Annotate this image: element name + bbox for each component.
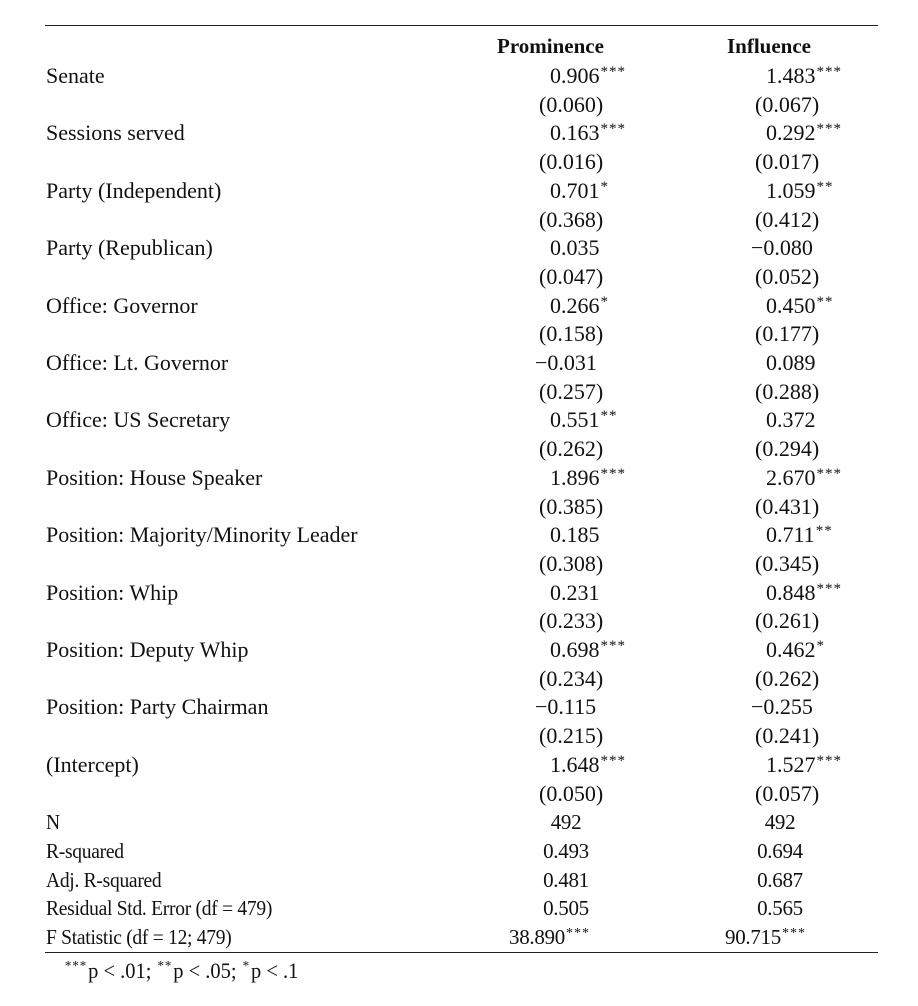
table-row-se: [0, 91, 918, 119]
influence-stat: 90.715***: [725, 925, 806, 949]
influence-coef: 1.527***: [766, 751, 842, 777]
prominence-coef: 0.185: [550, 522, 600, 548]
stat-row: [0, 894, 918, 922]
footnote-stars-1: *: [242, 959, 251, 974]
row-label: Position: Majority/Minority Leader: [46, 522, 358, 548]
influence-se: (0.052): [755, 263, 820, 289]
influence-se: (0.431): [755, 493, 820, 519]
influence-coef: 0.848***: [766, 579, 842, 605]
prominence-coef: 0.551**: [550, 407, 618, 433]
influence-stat: 0.694: [757, 838, 803, 863]
prominence-se: (0.050): [539, 780, 604, 806]
influence-coef: 2.670***: [766, 464, 842, 490]
prominence-se: (0.308): [539, 550, 604, 576]
footnote-text-05: p < .05;: [173, 958, 242, 983]
prominence-stat: 0.505: [543, 896, 589, 921]
stat-label: F Statistic (df = 12; 479): [46, 925, 232, 949]
footnote-text-01: p < .01;: [88, 958, 157, 983]
prominence-se: (0.016): [539, 149, 604, 175]
prominence-se: (0.233): [539, 608, 604, 634]
table-row: [0, 636, 918, 664]
influence-coef: 0.450**: [766, 292, 834, 318]
table-row: [0, 521, 918, 549]
row-label: Office: Governor: [46, 292, 198, 318]
row-label: Position: Deputy Whip: [46, 637, 249, 662]
table-row: [0, 579, 918, 607]
influence-se: (0.294): [755, 436, 820, 462]
influence-stat: 0.687: [757, 867, 803, 892]
footnote-stars-3: ***: [64, 959, 88, 974]
influence-coef: 0.711**: [766, 522, 833, 548]
table-row-se: [0, 435, 918, 463]
influence-coef: 0.292***: [766, 120, 842, 146]
row-label: Senate: [46, 63, 105, 88]
prominence-coef: 0.698***: [550, 637, 626, 662]
influence-coef: 1.059**: [766, 177, 834, 203]
stat-label: Adj. R-squared: [46, 867, 162, 892]
prominence-stat: 0.481: [543, 867, 589, 892]
prominence-se: (0.047): [539, 263, 604, 289]
prominence-coef: 0.266*: [550, 292, 609, 318]
prominence-se: (0.368): [539, 206, 604, 232]
prominence-coef: 0.906***: [550, 63, 626, 88]
row-label: Office: Lt. Governor: [46, 350, 229, 375]
row-label: Party (Independent): [46, 177, 222, 203]
influence-coef: 1.483***: [766, 63, 842, 88]
table-row-se: [0, 320, 918, 348]
table-row: [0, 349, 918, 377]
table-row-se: [0, 493, 918, 521]
influence-coef: 0.372: [766, 407, 816, 433]
influence-coef: −0.255: [751, 694, 813, 720]
influence-se: (0.262): [755, 665, 820, 691]
prominence-coef: −0.031: [535, 350, 597, 375]
table-row: [0, 62, 918, 90]
table-row: [0, 177, 918, 205]
influence-se: (0.345): [755, 550, 820, 576]
prominence-se: (0.158): [539, 321, 604, 347]
prominence-coef: −0.115: [535, 694, 597, 720]
prominence-se: (0.215): [539, 723, 604, 749]
influence-se: (0.241): [755, 723, 820, 749]
row-label: Office: US Secretary: [46, 407, 231, 433]
table-row: [0, 292, 918, 320]
table-row: [0, 464, 918, 492]
prominence-coef: 1.648***: [550, 751, 626, 777]
influence-se: (0.412): [755, 206, 820, 232]
top-rule: [45, 25, 878, 26]
table-row: [0, 119, 918, 147]
stat-label: R-squared: [46, 838, 124, 863]
stat-row: [0, 808, 918, 836]
table-row: [0, 751, 918, 779]
prominence-stat: 492: [550, 810, 582, 835]
table-row-se: [0, 148, 918, 176]
row-label: Sessions served: [46, 120, 185, 146]
footnote-stars-2: **: [157, 959, 173, 974]
influence-se: (0.057): [755, 780, 820, 806]
influence-se: (0.288): [755, 378, 820, 404]
row-label: Position: Whip: [46, 579, 179, 605]
table-row-se: [0, 780, 918, 808]
influence-coef: 0.462*: [766, 637, 825, 662]
influence-se: (0.177): [755, 321, 820, 347]
prominence-se: (0.257): [539, 378, 604, 404]
table-row-se: [0, 206, 918, 234]
prominence-coef: 0.231: [550, 579, 600, 605]
prominence-stat: 38.890***: [509, 925, 590, 949]
row-label: Party (Republican): [46, 235, 213, 261]
stat-row: [0, 837, 918, 865]
column-header-prominence: Prominence: [497, 34, 604, 58]
influence-coef: 0.089: [766, 350, 816, 375]
row-label: Position: House Speaker: [46, 464, 263, 490]
prominence-coef: 1.896***: [550, 464, 626, 490]
significance-footnote: [64, 958, 298, 984]
prominence-se: (0.234): [539, 665, 604, 691]
influence-se: (0.067): [755, 91, 820, 117]
prominence-se: (0.262): [539, 436, 604, 462]
column-header-influence: Influence: [727, 34, 811, 58]
prominence-coef: 0.163***: [550, 120, 626, 146]
table-row: [0, 693, 918, 721]
table-row-se: [0, 263, 918, 291]
table-row: [0, 406, 918, 434]
row-label: Position: Party Chairman: [46, 694, 269, 720]
influence-coef: −0.080: [751, 235, 813, 261]
stat-label: Residual Std. Error (df = 479): [46, 896, 273, 921]
table-row-se: [0, 550, 918, 578]
prominence-coef: 0.035: [550, 235, 600, 261]
prominence-coef: 0.701*: [550, 177, 609, 203]
table-row-se: [0, 378, 918, 406]
influence-stat: 492: [764, 810, 796, 835]
table-row-se: [0, 665, 918, 693]
prominence-stat: 0.493: [543, 838, 589, 863]
table-row: [0, 234, 918, 262]
bottom-rule: [45, 952, 878, 953]
stat-row: [0, 866, 918, 894]
row-label: (Intercept): [46, 751, 139, 777]
prominence-se: (0.060): [539, 91, 604, 117]
prominence-se: (0.385): [539, 493, 604, 519]
influence-se: (0.261): [755, 608, 820, 634]
influence-stat: 0.565: [757, 896, 803, 921]
table-row-se: [0, 722, 918, 750]
influence-se: (0.017): [755, 149, 820, 175]
stat-row: [0, 923, 918, 951]
table-row-se: [0, 607, 918, 635]
footnote-text-1: p < .1: [250, 958, 299, 983]
stat-label: N: [46, 810, 60, 835]
